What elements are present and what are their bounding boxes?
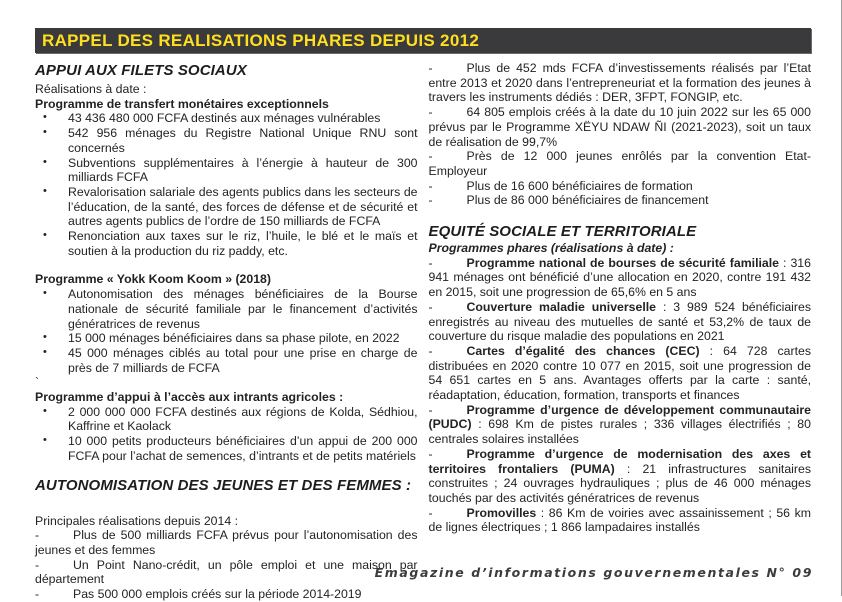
dash-marker: - [35, 557, 40, 572]
program-name: Programme d’urgence de modernisation des axes et territoires frontaliers (PUMA) [428, 446, 811, 476]
dash-item [429, 61, 812, 105]
dash-item [429, 105, 812, 149]
dash-item [35, 587, 418, 602]
program-desc: : 21 infrastructures sanitaires construites ; 24 ouvrages hydrauliques ; plus de 46 000 ménages touchés par des activités génératrices de revenus [428, 461, 811, 505]
program-item [429, 447, 812, 506]
intro-line: Réalisations à date : [35, 82, 147, 96]
footer-credit: Emagazine d’informations gouvernementales N° 09 [374, 565, 813, 580]
bullet-text: 542 956 ménages du Registre National Unique RNU sont concernés [68, 126, 418, 155]
dash-marker: - [428, 193, 433, 208]
list-item [35, 405, 418, 434]
bullet-icon: • [43, 229, 47, 242]
dash-marker: - [428, 149, 433, 164]
program-name: Programme d’urgence de développement communautaire (PUDC) [428, 402, 811, 432]
list-item [35, 229, 418, 258]
program-item [429, 300, 812, 344]
dash-text: Près de 12 000 jeunes enrôlés par la convention Etat-Employeur [428, 149, 811, 178]
bullet-icon: • [43, 111, 47, 124]
dash-item [429, 193, 812, 208]
dash-text: Un Point Nano-crédit, un pôle emploi et une maison par département [35, 557, 418, 587]
dash-text: Pas 500 000 emplois créés sur la période 2014-2019 [73, 587, 362, 602]
section-subheading-programmes-phares: Programmes phares (réalisations à date) : [428, 241, 674, 256]
dash-text: Plus de 500 milliards FCFA prévus pour l’autonomisation des jeunes et des femmes [35, 528, 418, 557]
list-item [35, 156, 418, 185]
bullet-icon: • [43, 155, 47, 168]
program-title-intrants-agricoles: Programme d’appui à l’accès aux intrants agricoles : [35, 390, 344, 405]
dash-item [35, 558, 418, 587]
dash-text: Plus de 16 600 bénéficiaires de formation [466, 178, 693, 193]
stray-mark: ` [35, 375, 40, 390]
program-name: Promovilles [466, 505, 537, 520]
dash-marker: - [428, 343, 433, 358]
list-item [35, 434, 418, 463]
program-item [429, 256, 812, 300]
dash-item [429, 179, 812, 194]
program-desc: : 316 941 ménages ont bénéficié d’une allocation en 2020, contre 191 432 en 2015, soit une progression de 65,6% en 5 ans [428, 255, 811, 300]
page-header-bar [35, 28, 811, 53]
page-title: RAPPEL DES REALISATIONS PHARES DEPUIS 2012 [42, 30, 480, 50]
dash-marker: - [428, 446, 433, 461]
program-name: Couverture maladie universelle [466, 299, 657, 314]
bullet-text: 2 000 000 000 FCFA destinés aux régions de Kolda, Sédhiou, Kaffrine et Kaolack [68, 404, 418, 434]
dash-text: Plus de 452 mds FCFA d’investissements réalisés par l’Etat entre 2013 et 2020 dans l’entrepreneuriat et la formation des jeunes à travers les instruments dédiés : DER, 3FPT, FONGIP, etc. [428, 61, 811, 105]
bullet-text: Renonciation aux taxes sur le riz, l’huile, le blé et le maïs et soutien à la production du riz paddy, etc. [68, 229, 418, 258]
bullet-icon: • [43, 404, 47, 417]
program-desc: : 3 989 524 bénéficiaires enregistrés au niveau des mutuelles de santé et 53,2% de taux de couverture du risque maladie des populations en 2021 [428, 299, 811, 344]
dash-marker: - [35, 587, 40, 602]
bullet-text: 45 000 ménages ciblés au total pour une prise en charge de près de 7 milliards de FCFA [68, 345, 418, 375]
dash-item [429, 149, 812, 178]
program-desc: : 698 Km de pistes rurales ; 336 villages électrifiés ; 80 centrales solaires installées [428, 417, 811, 447]
two-column-layout [35, 61, 811, 602]
dash-text: Plus de 86 000 bénéficiaires de financement [466, 193, 709, 208]
bullet-text: 10 000 petits producteurs bénéficiaires d’un appui de 200 000 FCFA pour l’achat de semences, d’intrants et de petits matériels [68, 434, 418, 463]
program-desc: : 86 Km de voiries avec assainissement ; 56 km de lignes électriques ; 1 866 lampadaires installés [428, 505, 811, 535]
list-item [35, 346, 418, 375]
dash-marker: - [428, 61, 433, 75]
program-title-yokk-koom-koom: Programme « Yokk Koom Koom » (2018) [35, 272, 271, 287]
list-item [35, 287, 418, 331]
bullet-text: Subventions supplémentaires à l’énergie à hauteur de 300 milliards FCFA [68, 155, 418, 185]
dash-marker: - [428, 299, 433, 314]
dash-marker: - [35, 528, 40, 543]
bullet-text: 15 000 ménages bénéficiaires dans sa phase pilote, en 2022 [68, 331, 400, 346]
column-right [429, 61, 812, 602]
program-title-transfert: Programme de transfert monétaires exceptionnels [35, 96, 329, 111]
program-name: Programme national de bourses de sécurité familiale [466, 255, 780, 270]
program-item [429, 344, 812, 403]
bullet-text: Autonomisation des ménages bénéficiaires de la Bourse nationale de sécurité familiale par le financement d’activités génératrices de revenus [68, 287, 418, 331]
bullet-icon: • [43, 287, 47, 300]
bullet-icon: • [43, 345, 47, 358]
list-item [35, 331, 418, 346]
bullet-icon: • [43, 184, 47, 197]
dash-marker: - [428, 105, 433, 120]
section-heading-filets-sociaux: APPUI AUX FILETS SOCIAUX [35, 62, 247, 79]
bullet-text: 43 436 480 000 FCFA destinés aux ménages vulnérables [68, 111, 381, 126]
bullet-icon: • [43, 331, 47, 344]
intro-line: Principales réalisations depuis 2014 : [35, 513, 239, 528]
column-left [35, 61, 418, 602]
dash-marker: - [428, 402, 433, 417]
dash-marker: - [428, 178, 433, 193]
bullet-icon: • [43, 126, 47, 139]
list-item [35, 111, 418, 126]
dash-text: 64 805 emplois créés à la date du 10 juin 2022 sur les 65 000 prévus par le Programme XËYU NDAW ÑI (2021-2023), soit un taux de réalisation de 99,7% [428, 105, 811, 149]
dash-item [35, 528, 418, 557]
program-desc: : 64 728 cartes distribuées en 2020 contre 10 077 en 2015, soit une progression de 54 651 cartes en 5 ans. Avantages offerts par la carte : santé, réadaptation, éducation, formation, transports et finances [428, 343, 811, 403]
dash-marker: - [428, 505, 433, 520]
list-item [35, 126, 418, 155]
bullet-icon: • [43, 434, 47, 447]
list-item [35, 185, 418, 229]
program-name: Cartes d’égalité des chances (CEC) [466, 343, 700, 358]
program-item [429, 403, 812, 447]
program-item [429, 506, 812, 535]
section-heading-equite: EQUITÉ SOCIALE ET TERRITORIALE [428, 223, 697, 241]
dash-marker: - [428, 255, 433, 270]
section-heading-autonomisation: AUTONOMISATION DES JEUNES ET DES FEMMES : [35, 476, 412, 494]
bullet-text: Revalorisation salariale des agents publics dans les secteurs de l’éducation, de la santé, des forces de défense et de sécurité et autres agents publics de l’ordre de 150 milliards de FCFA [68, 184, 418, 229]
